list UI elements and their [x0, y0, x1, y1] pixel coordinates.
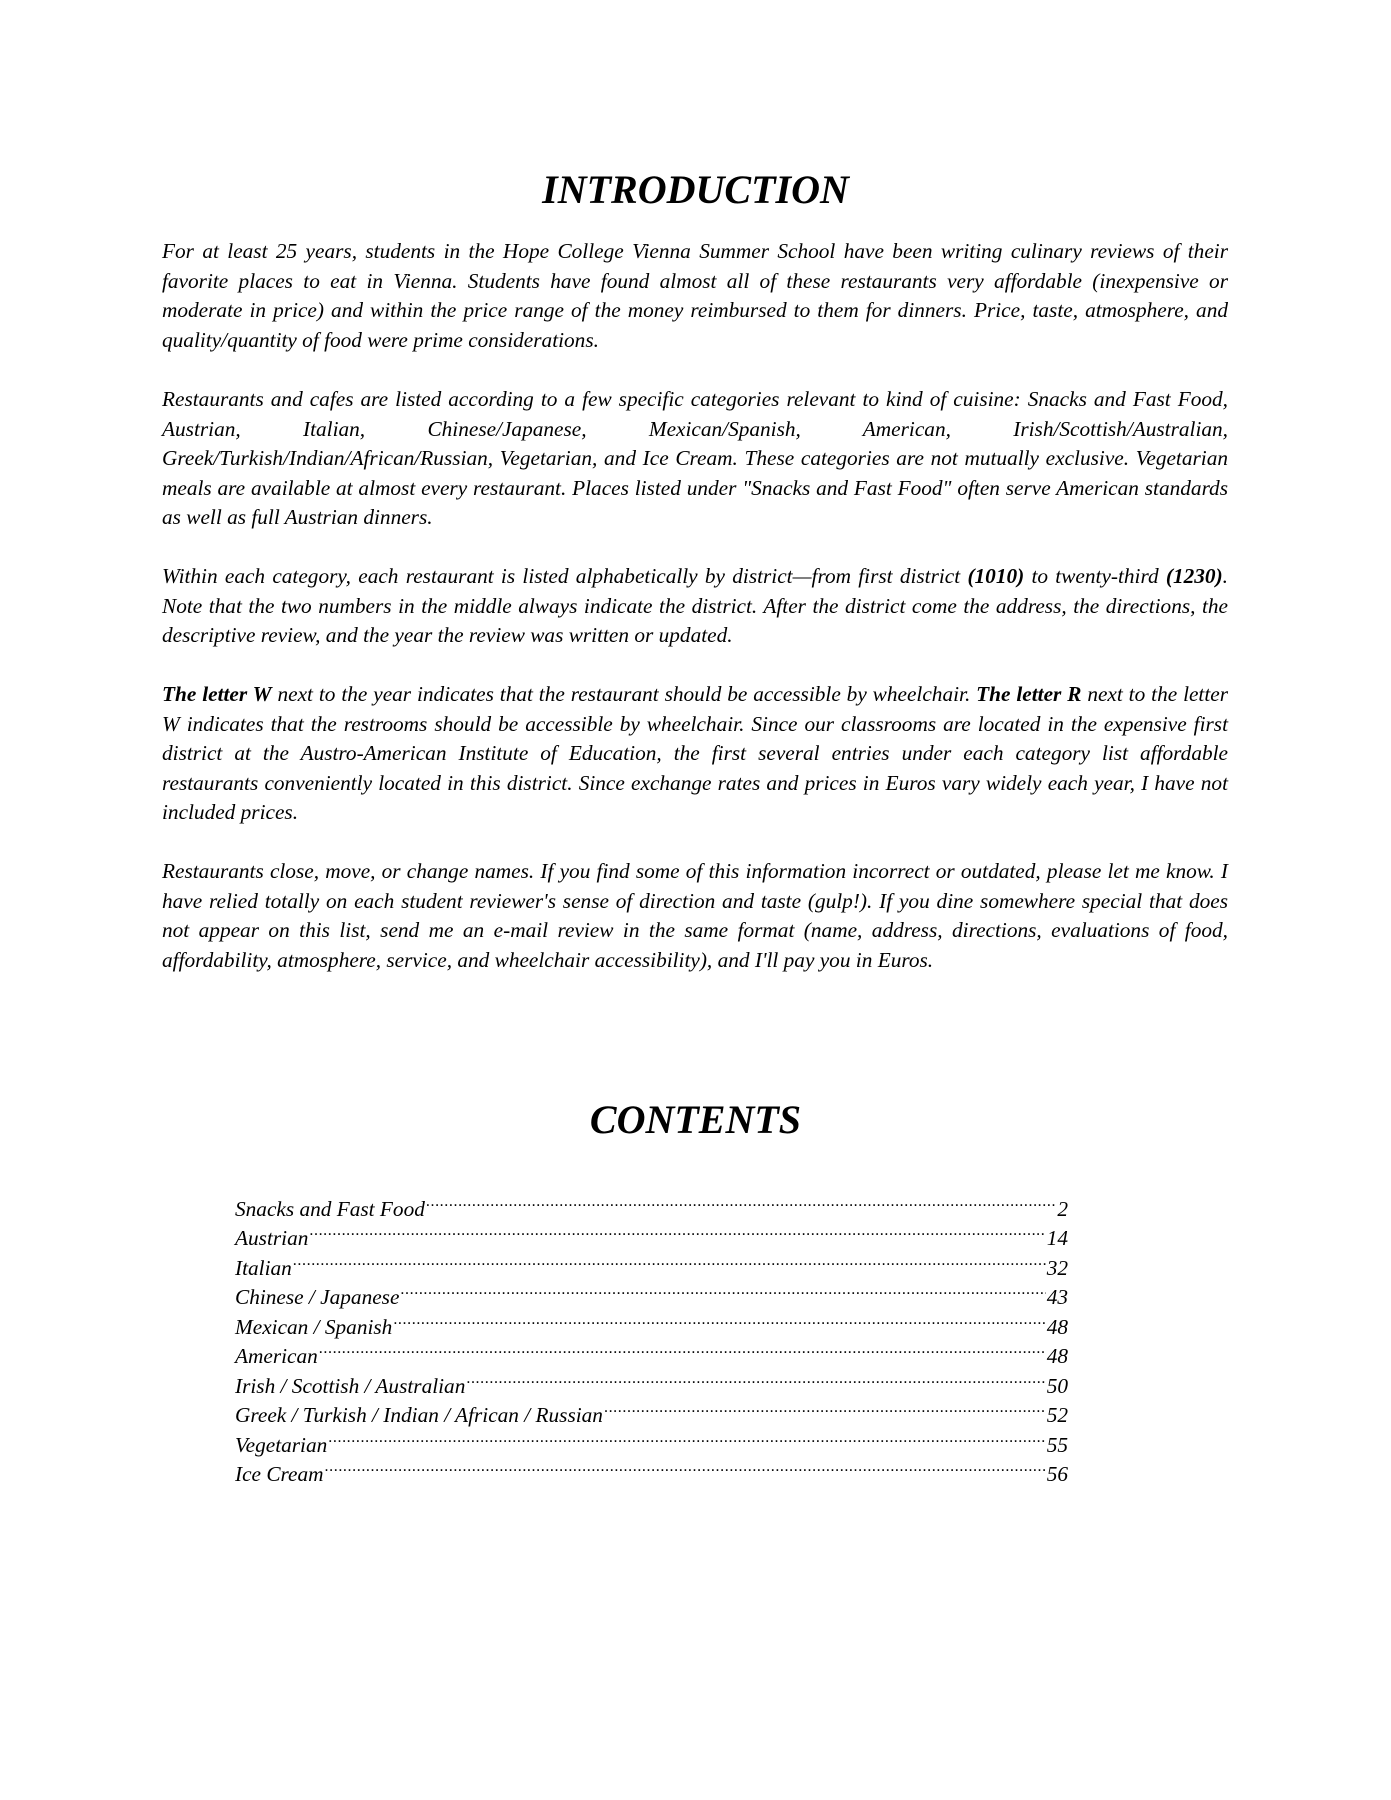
toc-entry-label: Austrian: [235, 1226, 309, 1250]
toc-entry-page: 48: [1046, 1314, 1068, 1339]
dot-leader: [293, 1245, 1046, 1275]
text-span: Within each category, each restaurant is listed alphabetically by district—from first district: [162, 564, 968, 588]
dot-leader: [604, 1393, 1046, 1423]
toc-entry-ice-cream[interactable]: [235, 1452, 1068, 1486]
intro-paragraph-history: For at least 25 years, students in the Hope College Vienna Summer School have been writing culinary reviews of their favorite places to eat in Vienna. Students have found almost all of these restaurants very affordable (inexpensive or moderate in price) and within the price range of the money reimbursed to them for dinners. Price, taste, atmosphere, and quality/quantity of food were prime considerations.: [162, 239, 1228, 352]
toc-entry-italian[interactable]: [235, 1245, 1068, 1280]
toc-entry-page: 50: [1046, 1373, 1068, 1398]
toc-entry-label: Mexican / Spanish: [235, 1314, 393, 1339]
text-span: next to the letter W indicates that the restrooms should be accessible by wheelchair. Since our classrooms are located in the expensive first district at the Austro-American Institute of Education, the first several entries under each category list affordable restaurants conveniently located in this district. Since exchange rates and prices in Euros vary widely each year, I have not included prices.: [162, 682, 1229, 824]
dot-leader: [466, 1363, 1045, 1393]
text-span: to twenty-third: [1024, 564, 1166, 588]
introduction-heading: INTRODUCTION: [542, 167, 849, 212]
toc-entry-page: 56: [1046, 1462, 1068, 1486]
toc-entry-chinese-japanese[interactable]: [235, 1275, 1068, 1309]
toc-entry-vegetarian[interactable]: [235, 1422, 1068, 1457]
toc-entry-page: 14: [1046, 1226, 1068, 1250]
table-of-contents: [235, 1186, 1068, 1486]
toc-entry-irish-scottish-australian[interactable]: [235, 1363, 1068, 1398]
dot-leader: [400, 1275, 1045, 1305]
toc-entry-austrian[interactable]: [235, 1216, 1068, 1250]
toc-entry-label: Ice Cream: [235, 1462, 324, 1486]
intro-paragraph-feedback: Restaurants close, move, or change names. If you find some of this information incorrect or outdated, please let me know. I have relied totally on each student reviewer's sense of direction and taste (gulp!). If you dine somewhere special that does not appear on this list, send me an e-mail review in the same format (name, address, directions, evaluations of food, affordability, atmosphere, service, and wheelchair accessibility), and I'll pay you in Euros.: [162, 859, 1228, 972]
toc-entry-label: Vegetarian: [235, 1432, 328, 1457]
text-span: next to the year indicates that the restaurant should be accessible by wheelchair.: [271, 682, 977, 706]
dot-leader: [309, 1216, 1045, 1246]
district-code-last: (1230): [1165, 564, 1223, 588]
letter-r-label: The letter R: [976, 682, 1082, 706]
dot-leader: [325, 1452, 1046, 1482]
text-span: . Note that the two numbers in the middle always indicate the district. After the district come the address, the directions, the descriptive review, and the year the review was written or updated.: [162, 564, 1228, 647]
intro-paragraph-accessibility: [162, 680, 1228, 828]
toc-entry-label: Italian: [235, 1255, 292, 1280]
intro-paragraph-districts: [162, 562, 1228, 651]
toc-entry-page: 55: [1046, 1432, 1068, 1457]
toc-entry-page: 52: [1046, 1403, 1068, 1427]
contents-heading: CONTENTS: [589, 1097, 802, 1142]
toc-entry-american[interactable]: [235, 1334, 1068, 1368]
intro-paragraph-categories: Restaurants and cafes are listed according to a few specific categories relevant to kind of cuisine: Snacks and Fast Food, Austrian, Italian, Chinese/Japanese, Mexican/Spanish, American, Irish/Scottish/Australian, Greek/Turkish/Indian/African/Russian, Vegetarian, and Ice Cream. These categories are not mutually exclusive. Vegetarian meals are available at almost every restaurant. Places listed under "Snacks and Fast Food" often serve American standards as well as full Austrian dinners.: [162, 387, 1228, 529]
letter-w-label: The letter W: [162, 682, 272, 706]
toc-entry-label: Snacks and Fast Food: [235, 1196, 425, 1221]
toc-entry-label: Chinese / Japanese: [235, 1285, 400, 1309]
district-code-first: (1010): [967, 564, 1025, 588]
dot-leader: [319, 1334, 1046, 1364]
dot-leader: [328, 1422, 1045, 1452]
toc-entry-page: 2: [1057, 1196, 1068, 1221]
toc-entry-snacks-fast-food[interactable]: [235, 1186, 1068, 1221]
dot-leader: [393, 1304, 1045, 1334]
toc-entry-page: 48: [1046, 1344, 1068, 1368]
toc-entry-label: Irish / Scottish / Australian: [235, 1373, 466, 1398]
toc-entry-page: 32: [1046, 1255, 1068, 1280]
toc-entry-label: American: [235, 1344, 318, 1368]
toc-entry-label: Greek / Turkish / Indian / African / Russian: [235, 1403, 603, 1427]
dot-leader: [426, 1186, 1056, 1216]
toc-entry-page: 43: [1046, 1285, 1068, 1309]
